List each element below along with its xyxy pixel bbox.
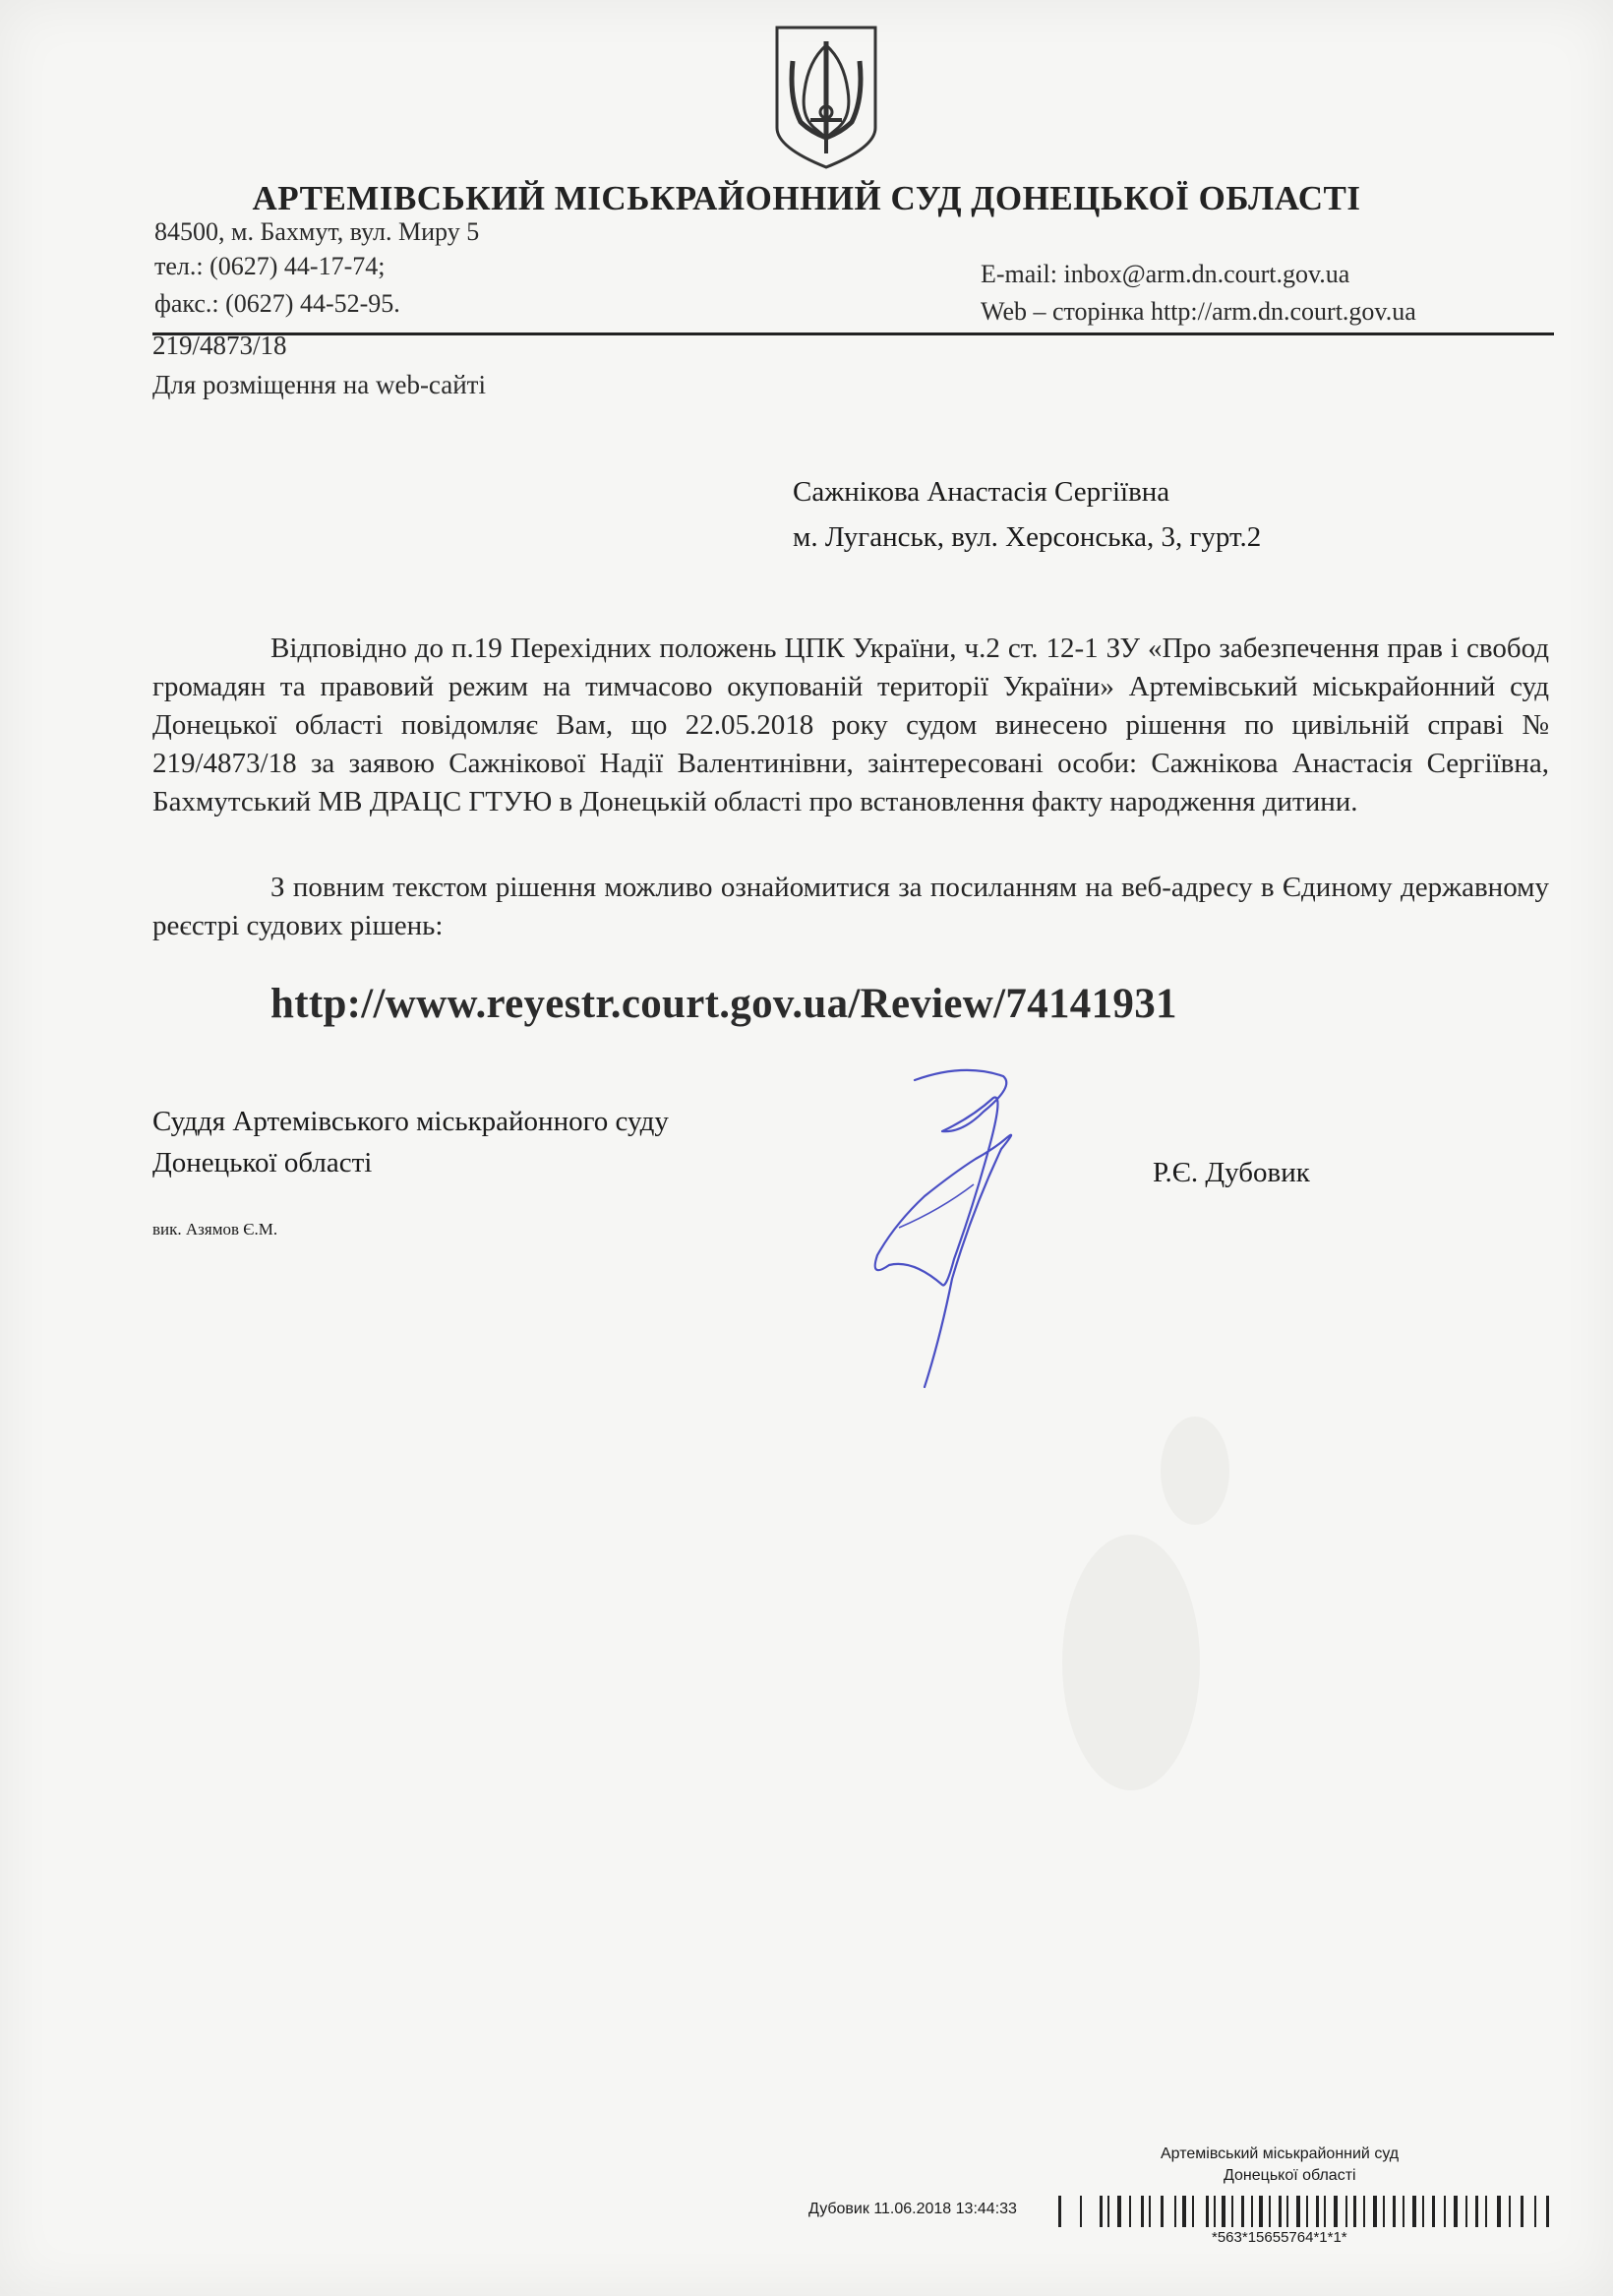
placement-note: Для розміщення на web-сайті — [152, 370, 486, 399]
court-name-heading: АРТЕМІВСЬКИЙ МІСЬКРАЙОННИЙ СУД ДОНЕЦЬКОЇ ОБЛАСТІ — [252, 179, 1361, 217]
stamp-court-line-1: Артемівський міськрайонний суд — [1161, 2145, 1400, 2162]
judge-name: Р.Є. Дубовик — [1153, 1157, 1310, 1188]
document-barcode — [1058, 2196, 1550, 2227]
court-phone: тел.: (0627) 44-17-74; — [154, 252, 386, 280]
recipient-name: Сажнікова Анастасія Сергіївна — [793, 476, 1170, 508]
stamp-court-line-2: Донецької області — [1224, 2167, 1356, 2184]
registry-url-link[interactable]: http://www.reyestr.court.gov.ua/Review/74141931 — [270, 981, 1177, 1027]
scan-smudge — [1161, 1417, 1229, 1525]
case-number: 219/4873/18 — [152, 331, 287, 360]
court-email: E-mail: inbox@arm.dn.court.gov.ua — [981, 260, 1350, 288]
handwritten-signature — [856, 1062, 1033, 1397]
judge-title-line-2: Донецької області — [152, 1147, 373, 1178]
court-address: 84500, м. Бахмут, вул. Миру 5 — [154, 217, 480, 246]
barcode-text: *563*15655764*1*1* — [1212, 2229, 1347, 2246]
scan-smudge — [1062, 1535, 1200, 1790]
recipient-address: м. Луганськ, вул. Херсонська, 3, гурт.2 — [793, 521, 1262, 553]
court-fax: факс.: (0627) 44-52-95. — [154, 289, 400, 318]
registry-paragraph: З повним текстом рішення можливо ознайомитися за посиланням на веб-адресу в Єдиному державному реєстрі судових рішень: — [152, 872, 1549, 941]
header-divider — [152, 332, 1554, 335]
executor-note: вик. Азямов Є.М. — [152, 1220, 278, 1239]
coat-of-arms-emblem — [771, 22, 881, 171]
notice-paragraph: Відповідно до п.19 Перехідних положень ЦПК України, ч.2 ст. 12-1 ЗУ «Про забезпечення прав і свобод громадян та правовий режим на тимчасово окупованій території України» Артемівський міськрайонний суд Донецької області повідомляє Вам, що 22.05.2018 року судом винесено рішення по цивільній справі № 219/4873/18 за заявою Сажнікової Надії Валентинівни, заінтересовані особи: Сажнікова Анастасія Сергіївна, Бахмутський МВ ДРАЦС ГТУЮ в Донецькій області про встановлення факту народження дитини. — [152, 633, 1549, 817]
stamp-signed-by: Дубовик 11.06.2018 13:44:33 — [808, 2201, 1017, 2217]
court-website: Web – сторінка http://arm.dn.court.gov.ua — [981, 297, 1416, 326]
judge-title-line-1: Суддя Артемівського міськрайонного суду — [152, 1106, 669, 1137]
